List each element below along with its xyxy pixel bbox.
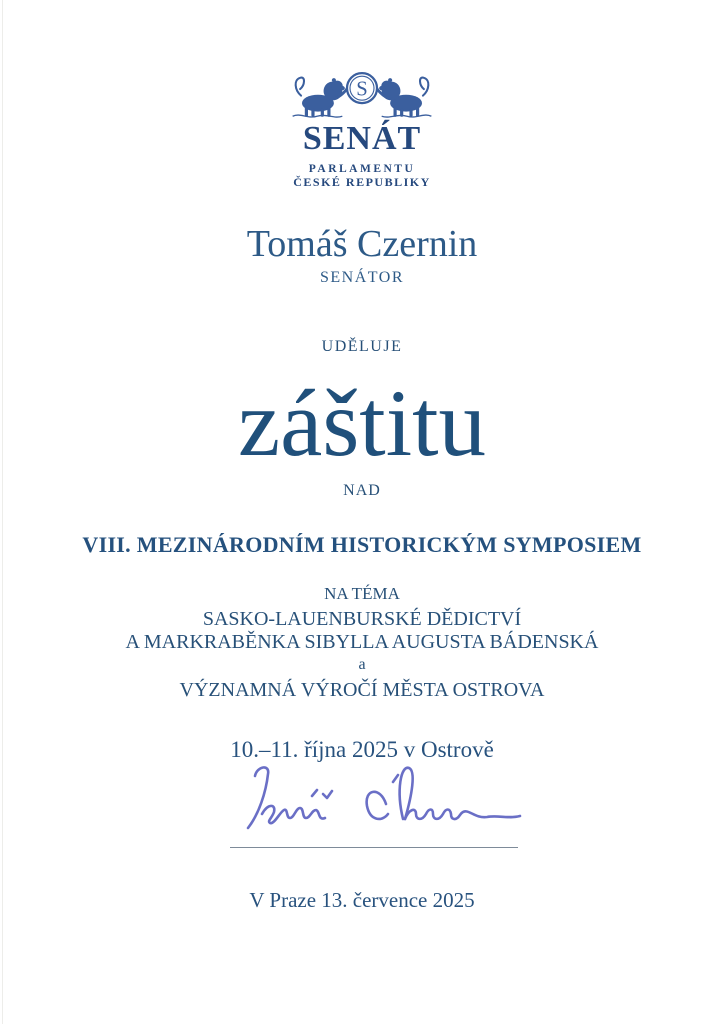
handwritten-signature <box>235 760 527 852</box>
grant-object-title: záštitu <box>238 370 486 476</box>
issue-date-line: V Praze 13. července 2025 <box>249 888 475 912</box>
org-subtitle-republic: ČESKÉ REPUBLIKY <box>293 175 431 189</box>
event-theme-line-2: A MARKRABĚNKA SIBYLLA AUGUSTA BÁDENSKÁ <box>125 631 599 653</box>
event-theme-label: NA TÉMA <box>324 584 400 603</box>
event-theme-line-3: VÝZNAMNÁ VÝROČÍ MĚSTA OSTROVA <box>179 679 545 701</box>
senate-lions-emblem-icon <box>287 60 437 120</box>
lion-left-icon <box>293 78 349 117</box>
org-name: SENÁT <box>302 120 422 157</box>
grant-verb: UDĚLUJE <box>321 338 403 355</box>
grant-preposition: NAD <box>343 482 381 499</box>
event-theme-line-1: SASKO-LAUENBURSKÉ DĚDICTVÍ <box>202 608 522 630</box>
org-subtitle-parliament: PARLAMENTU <box>308 163 416 175</box>
issuer-title: SENÁTOR <box>320 269 404 286</box>
signature-rule <box>230 847 518 848</box>
medallion-letter: S <box>356 78 368 101</box>
event-theme-conjunction: a <box>358 656 366 673</box>
event-name: VIII. MEZINÁRODNÍM HISTORICKÝM SYMPOSIEM <box>82 532 642 557</box>
event-date-place: 10.–11. října 2025 v Ostrově <box>230 737 494 762</box>
issuer-name: Tomáš Czernin <box>246 223 478 265</box>
lion-right-icon <box>375 78 431 117</box>
